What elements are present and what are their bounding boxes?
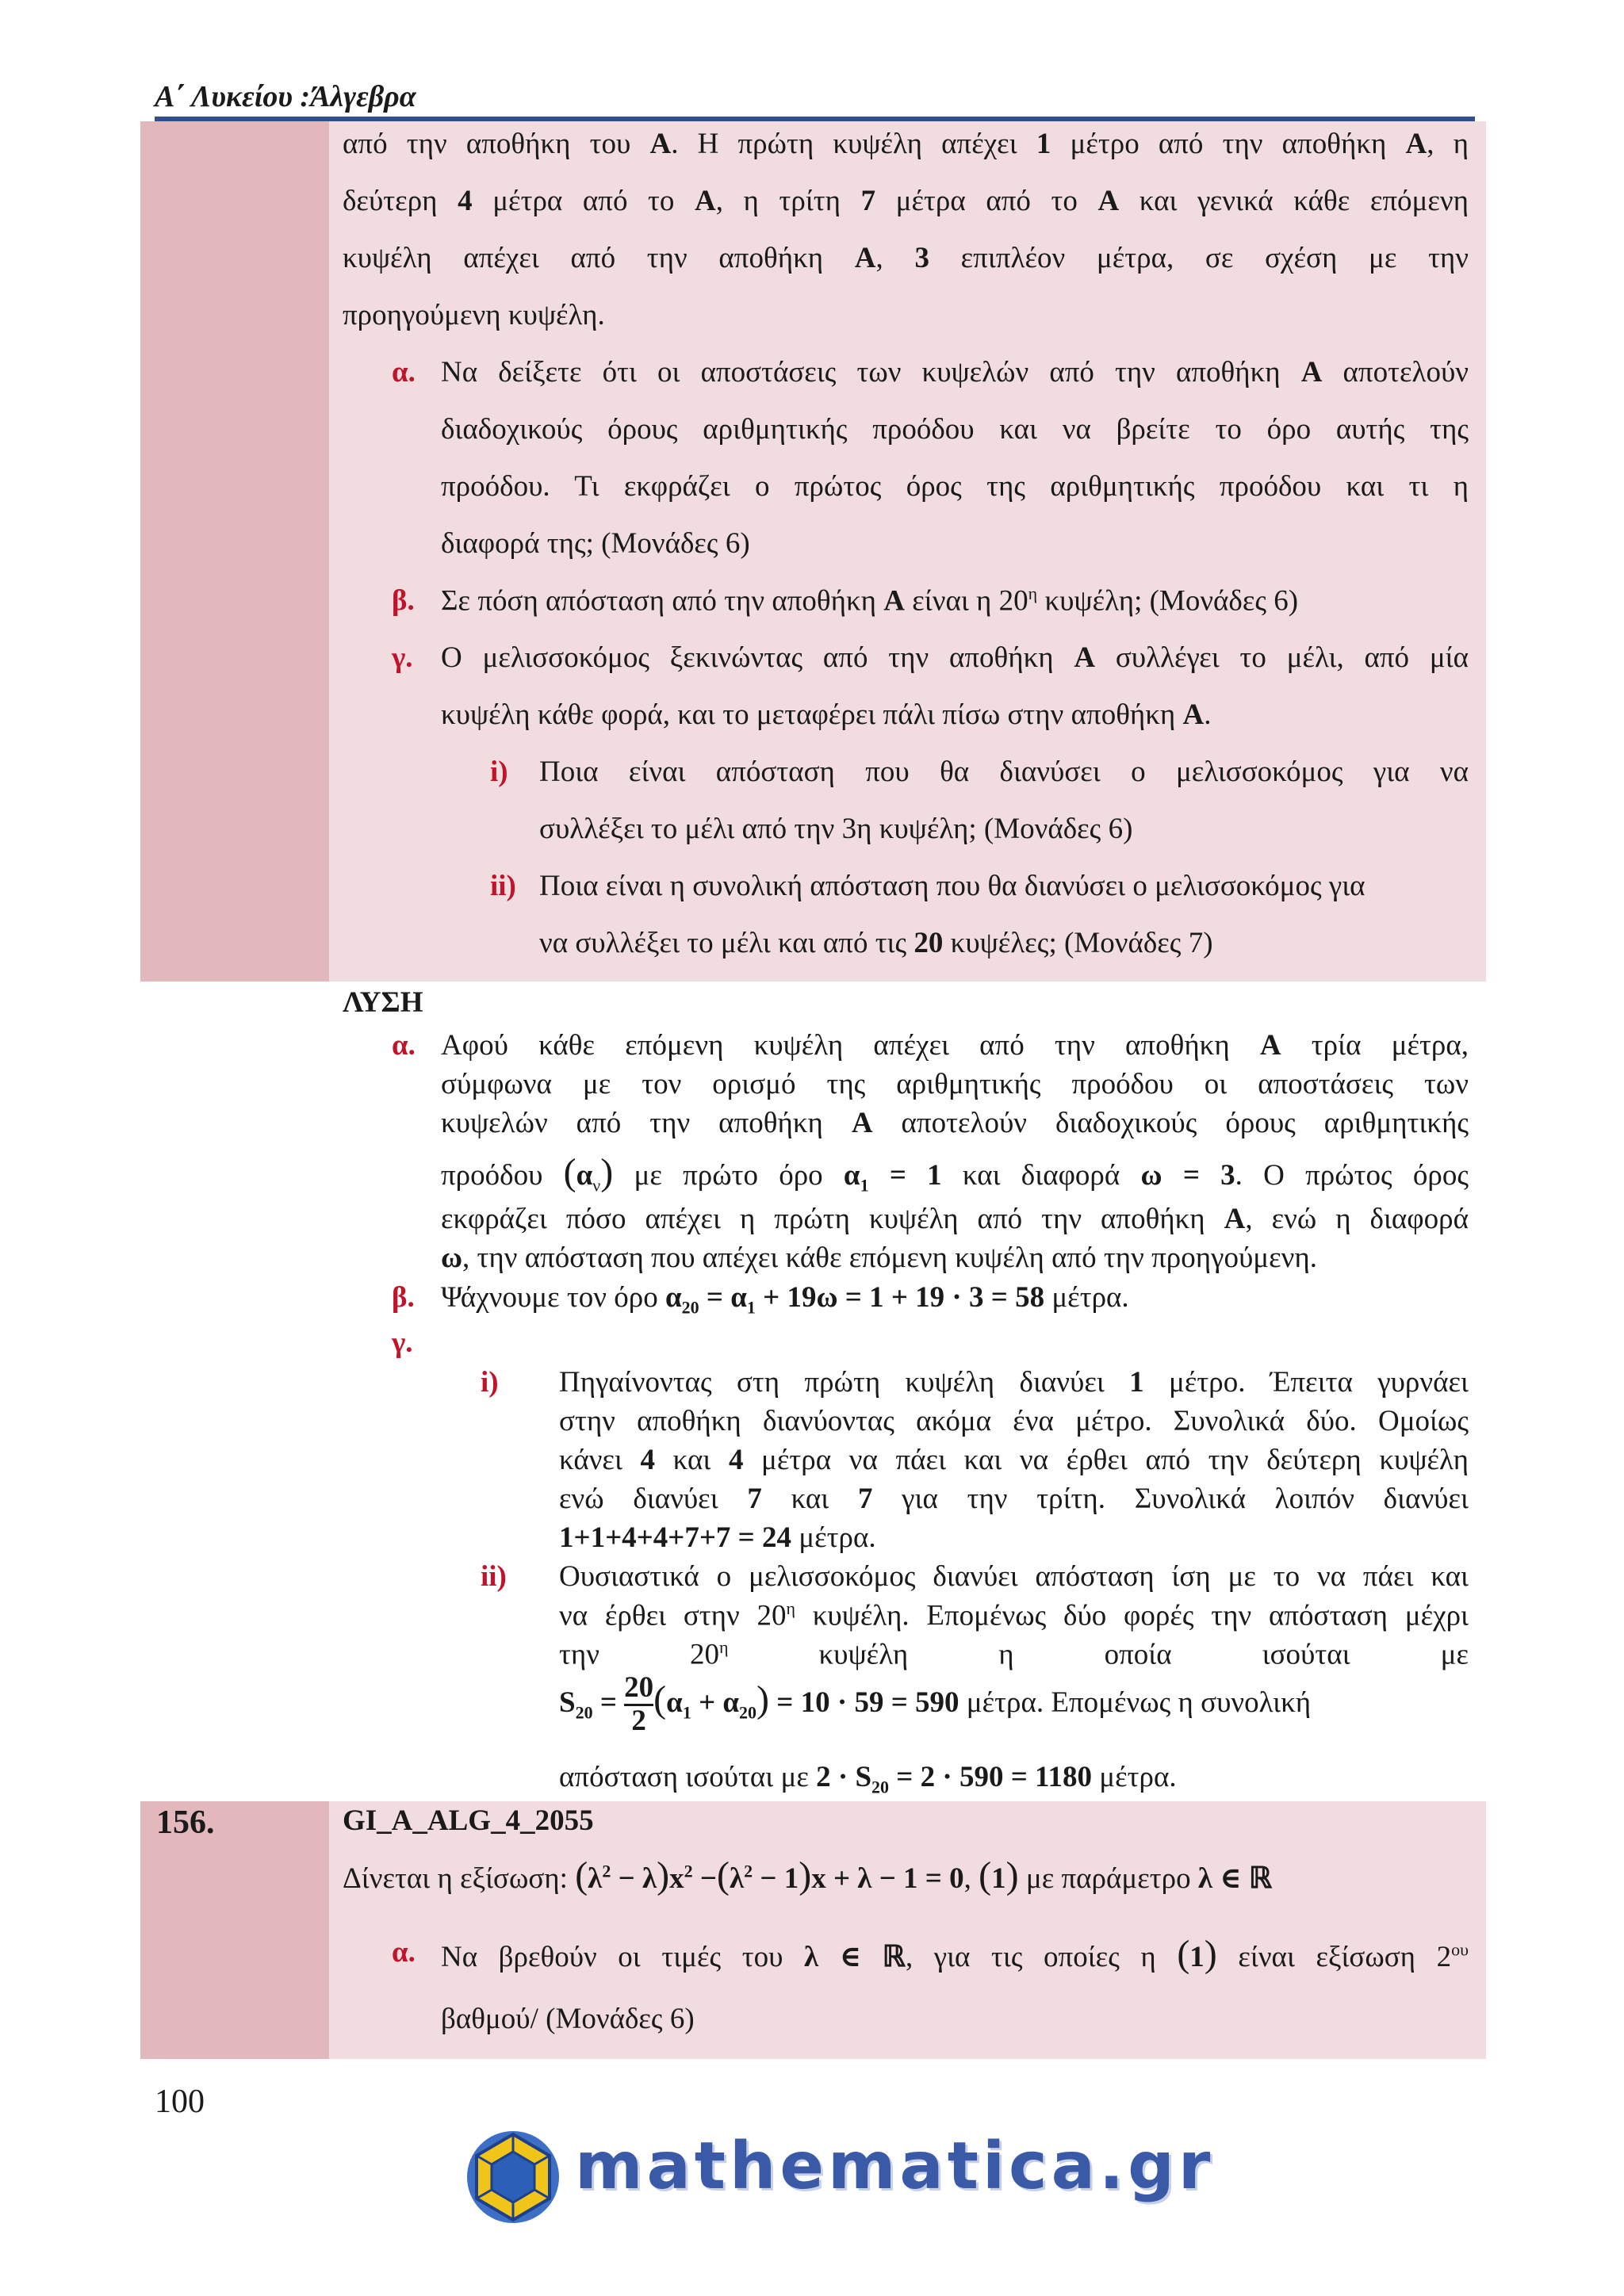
- sol-c-i-line-1: Πηγαίνοντας στη πρώτη κυψέλη διανύει 1 μέτρο. Έπειτα γυρνάει: [559, 1366, 1469, 1399]
- sol-a-label: α.: [392, 1029, 416, 1062]
- part-c-ii-line-1: Ποια είναι η συνολική απόσταση που θα διανύσει ο μελισσοκόμος για: [539, 870, 1365, 902]
- sol-b-label: β.: [392, 1281, 415, 1314]
- sol-c-label: γ.: [392, 1326, 413, 1359]
- problem-line-3: κυψέλη απέχει από την αποθήκη Α, 3 επιπλέον μέτρα, σε σχέση με την: [343, 242, 1469, 274]
- part-c-line-1: Ο μελισσοκόμος ξεκινώντας από την αποθήκη Α συλλέγει το μέλι, από μία: [441, 641, 1469, 674]
- problem-line-1: από την αποθήκη του Α. Η πρώτη κυψέλη απέχει 1 μέτρο από την αποθήκη Α, η: [343, 128, 1469, 160]
- sol-a-line-2: σύμφωνα με τον ορισμό της αριθμητικής προόδου οι αποστάσεις των: [441, 1068, 1469, 1100]
- problem-number: 156.: [156, 1804, 215, 1841]
- sol-a-line-5: εκφράζει πόσο απέχει η πρώτη κυψέλη από την αποθήκη Α, ενώ η διαφορά: [441, 1203, 1469, 1235]
- part-c-line-2: κυψέλη κάθε φορά, και το μεταφέρει πάλι πίσω στην αποθήκη Α.: [441, 698, 1212, 731]
- problem-156-a-label: α.: [392, 1936, 416, 1969]
- sol-c-i-line-4: ενώ διανύει 7 και 7 για την τρίτη. Συνολικά λοιπόν διανύει: [559, 1483, 1469, 1515]
- part-a-label: α.: [392, 356, 416, 388]
- part-c-i-label: i): [490, 756, 508, 788]
- problem-line-2: δεύτερη 4 μέτρα από το Α, η τρίτη 7 μέτρα από το Α και γενικά κάθε επόμενη: [343, 185, 1469, 217]
- problem-156-a-line-1: Να βρεθούν οι τιμές του λ ∈ ℝ, για τις οποίες η (1) είναι εξίσωση $2^{o\upsilon}$: [441, 1933, 1469, 1975]
- problem-line-4: προηγούμενη κυψέλη.: [343, 299, 605, 331]
- problem-code: GI_A_ALG_4_2055: [343, 1804, 594, 1837]
- sol-c-ii-line-2: να έρθει στην $20^\eta$ κυψέλη. Επομένως δύο φορές την απόσταση μέχρι: [559, 1598, 1469, 1632]
- problem-156-statement: Δίνεται η εξίσωση: $(\lambda^2 - \lambda)x^2 -(\lambda^2 - 1)x + \lambda - 1 = 0$, (1) με παράμετρο λ ∈ ℝ: [343, 1854, 1273, 1896]
- sol-c-i-line-5: 1+1+4+4+7+7 = 24 μέτρα.: [559, 1521, 876, 1554]
- part-a-line-2: διαδοχικούς όρους αριθμητικής προόδου και να βρείτε το όρο αυτής της: [441, 413, 1469, 446]
- part-b-label: β.: [392, 584, 415, 617]
- part-c-i-line-2: συλλέξει το μέλι από την 3η κυψέλη; (Μονάδες 6): [539, 813, 1133, 845]
- sol-c-ii-label: ii): [481, 1560, 507, 1593]
- part-c-ii-label: ii): [490, 870, 516, 902]
- solution-title: ΛΥΣΗ: [343, 986, 423, 1019]
- sol-a-line-6: ω, την απόσταση που απέχει κάθε επόμενη κυψέλη από την προηγούμενη.: [441, 1242, 1317, 1274]
- part-c-label: γ.: [392, 641, 413, 674]
- number-column: [140, 121, 329, 982]
- sol-c-i-line-2: στην αποθήκη διανύοντας ακόμα ένα μέτρο. Συνολικά δύο. Ομοίως: [559, 1405, 1469, 1437]
- page-number: 100: [155, 2084, 205, 2120]
- problem-156-a-line-2: βαθμού/ (Μονάδες 6): [441, 2003, 695, 2035]
- part-a-line-1: Να δείξετε ότι οι αποστάσεις των κυψελών από την αποθήκη Α αποτελούν: [441, 356, 1469, 388]
- polyhedron-logo-icon: [464, 2128, 563, 2227]
- part-c-i-line-1: Ποια είναι απόσταση που θα διανύσει ο μελισσοκόμος για να: [539, 756, 1469, 788]
- part-a-line-3: προόδου. Τι εκφράζει ο πρώτος όρος της αριθμητικής προόδου και τι η: [441, 470, 1469, 503]
- sol-a-line-4: προόδου $(\alpha_\nu)$ με πρώτο όρο $\alpha_1 = 1$ και διαφορά ω = 3. Ο πρώτος όρος: [441, 1151, 1469, 1196]
- part-b-line: Σε πόση απόσταση από την αποθήκη Α είναι η $20^\eta$ κυψέλη; (Μονάδες 6): [441, 584, 1299, 618]
- sol-c-i-label: i): [481, 1366, 499, 1399]
- sol-c-ii-line-1: Ουσιαστικά ο μελισσοκόμος διανύει απόσταση ίση με το να πάει και: [559, 1560, 1469, 1593]
- sol-b-line: Ψάχνουμε τον όρο $\alpha_{20} = \alpha_1 + 19\omega = 1 + 19 \cdot 3 = 58$ μέτρα.: [441, 1281, 1129, 1318]
- problem-156-box: [140, 1801, 1486, 2059]
- sol-c-ii-line-4: $S_{20} = \frac{20}{2}$ $(\alpha_1 + \alpha_{20}) = 10 \cdot 59 = 590$ μέτρα. Επομένως η συνολική: [559, 1671, 1312, 1737]
- brand-name: mathematica.gr: [575, 2129, 1215, 2204]
- page-header-title: Α΄ Λυκείου :Άλγεβρα: [155, 80, 416, 113]
- part-a-line-4: διαφορά της; (Μονάδες 6): [441, 527, 750, 560]
- sol-c-ii-line-3: την $20^\eta$ κυψέλη η οποία ισούται με: [559, 1637, 1469, 1671]
- sol-a-line-3: κυψελών από την αποθήκη Α αποτελούν διαδοχικούς όρους αριθμητικής: [441, 1107, 1469, 1139]
- sol-a-line-1: Αφού κάθε επόμενη κυψέλη απέχει από την αποθήκη Α τρία μέτρα,: [441, 1029, 1469, 1062]
- sol-c-i-line-3: κάνει 4 και 4 μέτρα να πάει και να έρθει από την δεύτερη κυψέλη: [559, 1444, 1469, 1476]
- part-c-ii-line-2: να συλλέξει το μέλι και από τις 20 κυψέλες; (Μονάδες 7): [539, 927, 1213, 959]
- sol-c-ii-line-5: απόσταση ισούται με $2 \cdot S_{20} = 2 \cdot 590 = 1180$ μέτρα.: [559, 1761, 1177, 1797]
